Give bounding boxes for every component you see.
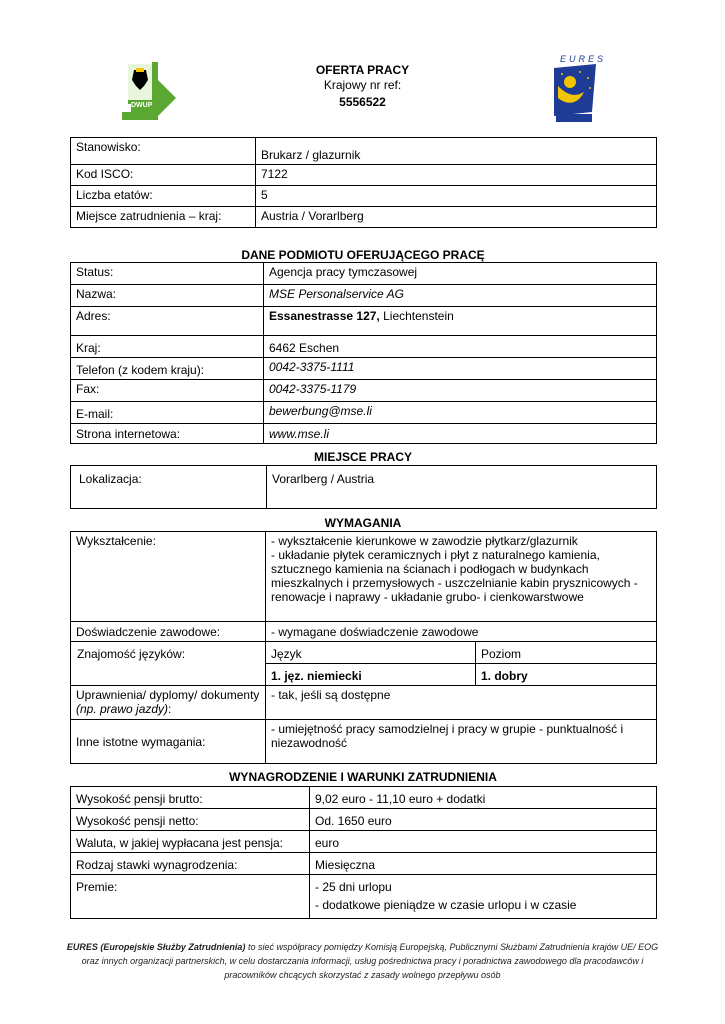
eures-logo-text: EURES: [560, 54, 607, 64]
stawka-value: Miesięczna: [310, 853, 657, 875]
poziom-value: 1. dobry: [476, 664, 657, 686]
uprawnienia-value: - tak, jeśli są dostępne: [266, 686, 657, 720]
www-value[interactable]: www.mse.li: [264, 424, 657, 444]
netto-label: Wysokość pensji netto:: [71, 809, 310, 831]
premie-label: Premie:: [71, 875, 310, 919]
etaty-value: 5: [256, 186, 657, 207]
salary-section-title: WYNAGRODZENIE I WARUNKI ZATRUDNIENIA: [229, 770, 497, 784]
nazwa-label: Nazwa:: [71, 285, 264, 307]
waluta-label: Waluta, w jakiej wypłacana jest pensja:: [71, 831, 310, 853]
salary-table: [70, 786, 657, 919]
doswiadczenie-label: Doświadczenie zawodowe:: [71, 622, 266, 642]
workplace-table: [70, 465, 657, 509]
email-label: E-mail:: [71, 402, 264, 424]
inne-value: [266, 720, 657, 764]
lokalizacja-value: Vorarlberg / Austria: [267, 466, 657, 509]
wyksztalcenie-line: - wykształcenie kierunkowe w zawodzie płytkarz/glazurnik: [271, 534, 578, 548]
premie-line-1: - 25 dni urlopu: [315, 880, 392, 894]
footer-line-1: to sieć współpracy pomiędzy Komisją Europejską, Publicznymi Służbami Zatrudnienia krajów UE/ EOG: [245, 942, 659, 952]
adres-label: Adres:: [71, 307, 264, 336]
wyksztalcenie-value: [266, 532, 657, 622]
inne-line-2: niezawodność: [271, 736, 348, 750]
poziom-header: Poziom: [476, 642, 657, 664]
uprawnienia-label-3: :: [168, 702, 172, 716]
adres-value: [264, 307, 657, 336]
footer-line-3: pracowników chcących skorzystać z zasady wolnego przepływu osób: [224, 970, 501, 980]
nazwa-value: MSE Personalservice AG: [264, 285, 657, 307]
workplace-section-title: MIEJSCE PRACY: [313, 450, 413, 464]
uprawnienia-label-1: Uprawnienia/ dyplomy/ dokumenty: [76, 688, 260, 702]
jezyki-label: Znajomość języków:: [71, 642, 266, 686]
dwup-logo-text: DWUP: [131, 102, 153, 109]
adres-street: Essanestrasse 127,: [269, 309, 380, 323]
kraj-value: 6462 Eschen: [264, 336, 657, 358]
employer-section-title: DANE PODMIOTU OFERUJĄCEGO PRACĘ: [241, 248, 485, 262]
telefon-value: 0042-3375-1111: [264, 358, 657, 380]
fax-label: Fax:: [71, 380, 264, 402]
kod-value: 7122: [256, 165, 657, 186]
jezyk-header: Język: [266, 642, 476, 664]
ref-number: 5556522: [339, 95, 386, 109]
adres-country: Liechtenstein: [379, 309, 454, 323]
telefon-label: Telefon (z kodem kraju):: [71, 358, 264, 380]
inne-label: Inne istotne wymagania:: [71, 720, 266, 764]
stawka-label: Rodzaj stawki wynagrodzenia:: [71, 853, 310, 875]
eures-logo: [552, 52, 606, 126]
uprawnienia-label-2: (np. prawo jazdy): [76, 702, 169, 716]
email-value[interactable]: bewerbung@mse.li: [264, 402, 657, 424]
footer-eures-name: EURES (Europejskie Służby Zatrudnienia): [66, 942, 246, 952]
premie-value: [310, 875, 657, 919]
lokalizacja-label: Lokalizacja:: [71, 466, 267, 509]
etaty-label: Liczba etatów:: [71, 186, 256, 207]
premie-line-2: - dodatkowe pieniądze w czasie urlopu i w czasie: [315, 898, 577, 912]
requirements-section-title: WYMAGANIA: [324, 516, 402, 530]
waluta-value: euro: [310, 831, 657, 853]
miejsce-label: Miejsce zatrudnienia – kraj:: [71, 207, 256, 228]
ref-label: Krajowy nr ref:: [323, 78, 402, 92]
footer-note: [60, 940, 665, 982]
status-label: Status:: [71, 263, 264, 285]
inne-line-1: - umiejętność pracy samodzielnej i pracy w grupie - punktualność i: [271, 722, 624, 736]
miejsce-value: Austria / Vorarlberg: [256, 207, 657, 228]
footer-line-2: oraz innych organizacji partnerskich, w celu dostarczania informacji, usług pośrednictwa pracy i poradnictwa zawodowego dla pracodawców i: [81, 956, 644, 966]
requirements-table: [70, 531, 657, 764]
doswiadczenie-value: - wymagane doświadczenie zawodowe: [266, 622, 657, 642]
wyksztalcenie-line: mieszkalnych i przemysłowych - uszczelnianie kabin prysznicowych -: [271, 576, 638, 590]
brutto-label: Wysokość pensji brutto:: [71, 787, 310, 809]
kraj-label: Kraj:: [71, 336, 264, 358]
status-value: Agencja pracy tymczasowej: [264, 263, 657, 285]
wyksztalcenie-line: sztucznego kamienia na ścianach i podłogach w budynkach: [271, 562, 589, 576]
fax-value: 0042-3375-1179: [264, 380, 657, 402]
www-label: Strona internetowa:: [71, 424, 264, 444]
wyksztalcenie-line: - układanie płytek ceramicznych i płyt z naturalnego kamienia,: [271, 548, 600, 562]
job-table: [70, 137, 657, 228]
brutto-value: 9,02 euro - 11,10 euro + dodatki: [310, 787, 657, 809]
stanowisko-label: Stanowisko:: [71, 138, 256, 165]
employer-table: [70, 262, 657, 444]
netto-value: Od. 1650 euro: [310, 809, 657, 831]
jezyk-value: 1. jęz. niemiecki: [266, 664, 476, 686]
page-title: OFERTA PRACY: [315, 63, 410, 77]
kod-label: Kod ISCO:: [71, 165, 256, 186]
stanowisko-value: Brukarz / glazurnik: [256, 138, 657, 165]
wyksztalcenie-line: renowacje i naprawy - układanie grubo- i cienkowarstwowe: [271, 590, 584, 604]
wyksztalcenie-label: Wykształcenie:: [71, 532, 266, 622]
uprawnienia-label: [71, 686, 266, 720]
